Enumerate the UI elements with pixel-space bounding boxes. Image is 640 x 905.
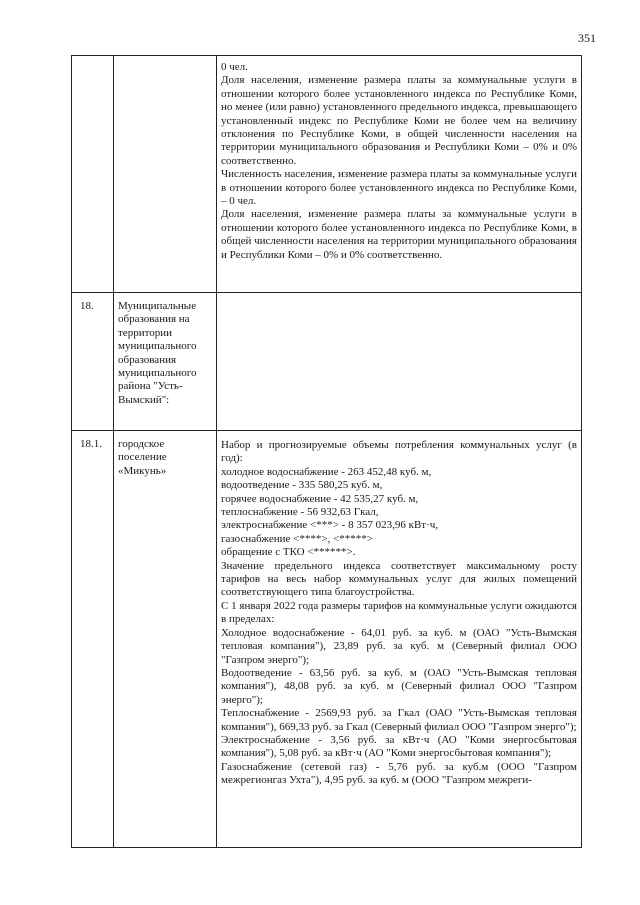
paragraph: холодное водоснабжение - 263 452,48 куб. м, — [221, 465, 432, 478]
paragraph: Доля населения, изменение размера платы за коммунальные услуги в отношении которого более установленного индекса по Республике Коми, в общей численности населения на территории муниципального образования и Республики Коми – 0% и 0% соответственно. — [221, 208, 577, 261]
content-cell — [217, 293, 582, 431]
paragraph: Численность населения, изменение размера платы за коммунальные услуги в отношении которого более установленного индекса по Республике Коми, – 0 чел. — [221, 168, 577, 208]
table-row — [72, 431, 582, 848]
content-cell — [217, 431, 582, 848]
paragraph: водоотведение - 335 580,25 куб. м, — [221, 479, 383, 492]
row-number-cell — [72, 56, 114, 293]
paragraph: Электроснабжение - 3,56 руб. за кВт·ч (АО "Коми энергосбытовая компания"), 5,08 руб. за кВт·ч (АО "Коми энергосбытовая компания"); — [221, 733, 577, 760]
paragraph: Теплоснабжение - 2569,93 руб. за Гкал (ОАО "Усть-Вымская тепловая компания"), 669,33 руб. за Гкал (Северный филиал ООО "Газпром энерго"); — [221, 707, 577, 733]
municipality-name: городское поселение «Микунь» — [118, 438, 167, 477]
municipality-cell — [114, 293, 217, 431]
document-table — [71, 55, 582, 848]
paragraph: Набор и прогнозируемые объемы потребления коммунальных услуг (в год): — [221, 439, 577, 465]
municipality-cell — [114, 56, 217, 293]
paragraph: 0 чел. — [221, 61, 248, 73]
paragraph: обращение с ТКО <******>. — [221, 546, 356, 559]
paragraph: электроснабжение <***> - 8 357 023,96 кВт·ч, — [221, 519, 439, 532]
paragraph: Доля населения, изменение размера платы за коммунальные услуги в отношении которого более установленного индекса по Республике Коми, но менее (или равно) установленного предельного индекса, превышающего установленный индекс по Республике Коми не более чем на величину отклонения по Республике Коми, в общей численности населения на территории муниципального образования и Республики Коми – 0% и 0% соответственно. — [221, 74, 577, 167]
page-number: 351 — [578, 31, 596, 45]
content-cell — [217, 56, 582, 293]
municipality-cell — [114, 431, 217, 848]
paragraph: С 1 января 2022 года размеры тарифов на коммунальные услуги ожидаются в пределах: — [221, 599, 577, 626]
row-number-cell: 18.1. — [72, 431, 114, 848]
paragraph: горячее водоснабжение - 42 535,27 куб. м, — [221, 492, 419, 505]
municipality-name: Муниципальные образования на территории муниципального образования муниципального района "Усть-Вымский": — [118, 300, 197, 406]
paragraph: Значение предельного индекса соответствует максимальному росту тарифов на весь набор коммунальных услуг для жилых помещений соответствующего типа благоустройства. — [221, 559, 577, 599]
table-row — [72, 293, 582, 431]
paragraph: Холодное водоснабжение - 64,01 руб. за куб. м (ОАО "Усть-Вымская тепловая компания"), 23,89 руб. за куб. м (Северный филиал ООО "Газпром энерго"); — [221, 626, 577, 666]
paragraph: Газоснабжение (сетевой газ) - 5,76 руб. за куб.м (ООО "Газпром межрегионгаз Ухта"), 4,95 руб. за куб. м (ООО "Газпром межреги- — [221, 760, 577, 787]
row-number-cell: 18. — [72, 293, 114, 431]
paragraph: газоснабжение <****>, <*****> — [221, 532, 373, 545]
table-row — [72, 56, 582, 293]
paragraph: Водоотведение - 63,56 руб. за куб. м (ОАО "Усть-Вымская тепловая компания"), 48,08 руб. за куб. м (Северный филиал ООО "Газпром энерго"); — [221, 666, 577, 706]
paragraph: теплоснабжение - 56 932,63 Гкал, — [221, 506, 379, 519]
